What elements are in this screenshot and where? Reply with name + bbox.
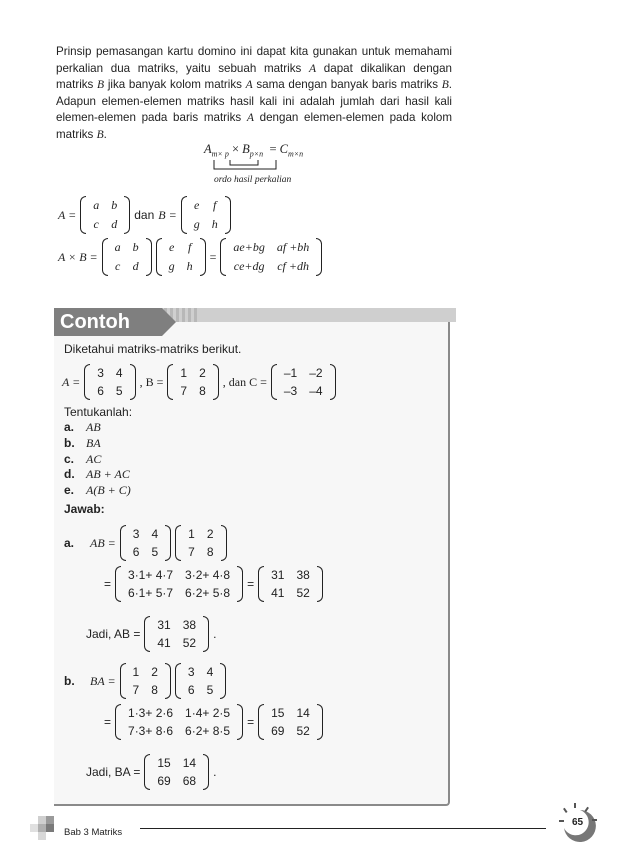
task-item-key: a. [64, 420, 75, 434]
matrix-cell: 6·2+ 8·5 [185, 724, 231, 738]
task-item [64, 483, 131, 499]
task-item-value: BA [86, 435, 101, 450]
matrix-cell: 38 [182, 618, 197, 632]
answer-b-jadi: Jadi, BA = [86, 765, 141, 779]
label-b-contoh: , B = [139, 374, 164, 389]
matrix-cell: h [186, 259, 193, 273]
matrix-cell: 69 [271, 724, 285, 738]
answer-b-dot: . [213, 765, 217, 779]
matrix-cell: –2 [309, 366, 323, 380]
matrix-cell: 1 [132, 665, 140, 679]
matrix-cell: 14 [296, 706, 310, 720]
matrix-cell: 6 [187, 683, 195, 697]
matrix-cell: 8 [206, 545, 214, 559]
label-c-contoh: , dan C = [222, 374, 267, 389]
general-product-row [58, 238, 322, 276]
answer-a-label: AB = [90, 535, 116, 550]
intro-text-part: B [441, 78, 449, 92]
answer-b-label: BA = [90, 673, 116, 688]
answer-a-m1 [120, 525, 171, 561]
matrix-cell: af +bh [276, 240, 310, 254]
matrix-cell: 5 [206, 683, 214, 697]
task-item-key: c. [64, 451, 75, 466]
intro-text-part: B [97, 78, 105, 92]
answer-a-dot: . [213, 627, 217, 641]
answer-b-m2 [175, 663, 226, 699]
label-a-contoh: A = [62, 374, 81, 389]
matrix-cell: 7 [188, 545, 195, 559]
matrix-cell: f [213, 198, 217, 212]
matrix-cell: f [187, 240, 192, 254]
matrix-c [271, 364, 336, 400]
matrix-cell: 14 [182, 756, 197, 770]
matrix-cell: 5 [151, 545, 159, 559]
page-number: 65 [572, 817, 584, 828]
answer-b-row3 [86, 754, 216, 790]
matrix-cell: 41 [271, 586, 285, 600]
matrix-cell: 4 [115, 366, 123, 380]
matrix-cell: e [168, 240, 175, 254]
ordo-brackets [206, 158, 286, 172]
matrix-cell: d [111, 217, 118, 231]
matrix-cell: –1 [283, 366, 298, 380]
matrix-cell: –3 [283, 384, 298, 398]
intro-text-part: A [309, 61, 317, 75]
matrix-cell: c [93, 217, 99, 231]
matrix-cell: cf +dh [277, 259, 309, 273]
matrix-cell: e [194, 198, 200, 212]
matrix-cell: 1·3+ 2·6 [128, 706, 174, 720]
task-item [64, 436, 131, 452]
answer-a-eq2: = [247, 577, 255, 591]
matrix-cell: 31 [157, 618, 171, 632]
answer-a-calc [115, 566, 243, 602]
matrix-cell: 2 [151, 665, 158, 679]
matrix-cell: a [114, 240, 121, 254]
matrix-cell: 2 [199, 366, 206, 380]
answer-a-res [258, 566, 323, 602]
matrix-cell: 3 [132, 527, 140, 541]
matrix-cell: 8 [151, 683, 158, 697]
task-item [64, 420, 131, 436]
answer-a-row1 [64, 525, 227, 561]
contoh-matrices-row [62, 364, 336, 400]
task-item-value: AC [86, 451, 102, 466]
matrix-result-general [220, 238, 322, 276]
answer-b-calc [115, 704, 243, 740]
matrix-cell: 6 [132, 545, 140, 559]
matrix-cell: 4 [151, 527, 159, 541]
ordo-formula: $A_{m\times p} \times B_{p\times n} = C_{m\times n}$ [204, 142, 304, 159]
text-dan: dan [134, 208, 155, 222]
matrix-cell: ae+bg [233, 240, 265, 254]
matrix-a-general [80, 196, 130, 234]
intro-text-part: Prinsip pemasangan kartu domino ini dapat kita gunakan untuk memahami perkalian dua matriks, yaitu sebuah matriks [56, 45, 452, 75]
chapter-label: Bab 3 Matriks [64, 827, 123, 838]
answer-b-final [144, 754, 209, 790]
matrix-cell: 3·1+ 4·7 [128, 568, 174, 582]
matrix-cell: 31 [271, 568, 285, 582]
matrix-cell: 6·1+ 5·7 [128, 586, 174, 600]
ordo-caption: ordo hasil perkalian [214, 175, 292, 185]
task-item-value: AB + AC [86, 467, 130, 482]
matrix-cell: a [93, 198, 100, 212]
task-item [64, 467, 131, 483]
footer-line [140, 828, 546, 829]
matrix-cell: 6·2+ 5·8 [185, 586, 231, 600]
answer-b-eq1: = [104, 715, 112, 729]
matrix-cell: 3 [97, 366, 104, 380]
matrix-cell: b [111, 198, 118, 212]
jawab-label: Jawab: [64, 502, 105, 516]
matrix-cell: 15 [157, 756, 171, 770]
intro-text-part: A [246, 111, 254, 125]
label-a: A = [58, 207, 77, 222]
matrix-cell: 8 [199, 384, 206, 398]
intro-text-part: dengan elemen-elemen pada kolom matriks [56, 111, 452, 141]
answer-b-key: b. [64, 674, 75, 688]
intro-text-part: sama dengan banyak baris matriks [252, 78, 442, 92]
matrix-cell: 52 [182, 636, 197, 650]
task-item-key: d. [64, 467, 75, 482]
intro-paragraph [56, 44, 452, 144]
matrix-cell: g [193, 217, 200, 231]
matrix-cell: 52 [296, 724, 310, 738]
matrix-cell: 1 [188, 527, 195, 541]
task-item-key: b. [64, 435, 75, 450]
matrix-b [167, 364, 218, 400]
matrix-cell: c [114, 259, 121, 273]
matrix-cell: 15 [271, 706, 285, 720]
matrix-b-general [181, 196, 231, 234]
answer-a-key: a. [64, 536, 75, 550]
matrix-cell: 1·4+ 2·5 [185, 706, 231, 720]
matrix-cell: 1 [180, 366, 188, 380]
intro-text-part: . [103, 127, 107, 141]
intro-text-part: A [245, 78, 253, 92]
answer-b-eq2: = [247, 715, 255, 729]
answer-b-res [258, 704, 323, 740]
answer-b-row1 [64, 663, 226, 699]
matrix-cell: 7·3+ 8·6 [128, 724, 174, 738]
matrix-cell: ce+dg [233, 259, 265, 273]
general-ab-row [58, 196, 231, 234]
equals: = [209, 249, 217, 264]
label-b: B = [158, 207, 177, 222]
contoh-arrow [162, 308, 176, 336]
answer-a-final [144, 616, 209, 652]
contoh-intro: Diketahui matriks-matriks berikut. [64, 342, 242, 356]
matrix-cell: g [168, 259, 175, 273]
answer-b-row2 [104, 704, 323, 740]
matrix-cell: 38 [296, 568, 310, 582]
matrix-cell: h [211, 217, 218, 231]
label-axb: A × B = [58, 249, 98, 264]
matrix-cell: 69 [157, 774, 171, 788]
matrix-cell: 68 [182, 774, 197, 788]
matrix-cell: 5 [115, 384, 123, 398]
matrix-cell: 6 [97, 384, 104, 398]
matrix-cell: 41 [157, 636, 171, 650]
matrix-a [84, 364, 135, 400]
intro-text-part: dapat dikalikan dengan matriks [56, 61, 452, 92]
task-list [64, 420, 131, 499]
intro-text-part: jika banyak kolom matriks [104, 78, 246, 92]
answer-a-eq1: = [104, 577, 112, 591]
matrix-cell: b [132, 240, 139, 254]
matrix-cell: 3 [187, 665, 195, 679]
contoh-title: Contoh [54, 308, 162, 336]
answer-a-m2 [175, 525, 226, 561]
task-item [64, 452, 131, 468]
matrix-cell: 2 [206, 527, 214, 541]
answer-a-row3 [86, 616, 216, 652]
matrix-cell: 7 [180, 384, 188, 398]
matrix-cell: 3·2+ 4·8 [185, 568, 231, 582]
answer-a-row2 [104, 566, 323, 602]
task-label: Tentukanlah: [64, 405, 133, 419]
task-item-value: A(B + C) [86, 483, 131, 498]
matrix-cell: 52 [296, 586, 310, 600]
answer-a-jadi: Jadi, AB = [86, 627, 141, 641]
matrix-cell: 7 [132, 683, 140, 697]
matrix-cell: 4 [206, 665, 214, 679]
task-item-key: e. [64, 483, 75, 498]
task-item-value: AB [86, 420, 101, 434]
intro-text-part: . Adapun elemen-elemen matriks hasil kali ini adalah jumlah dari hasil kali elemen-elemen pada baris matriks [56, 78, 453, 125]
matrix-cell: –4 [309, 384, 323, 398]
matrix-a-general-2 [102, 238, 152, 276]
matrix-cell: d [132, 259, 139, 273]
answer-b-m1 [120, 663, 171, 699]
intro-text-part: B [96, 127, 104, 141]
matrix-b-general-2 [156, 238, 206, 276]
